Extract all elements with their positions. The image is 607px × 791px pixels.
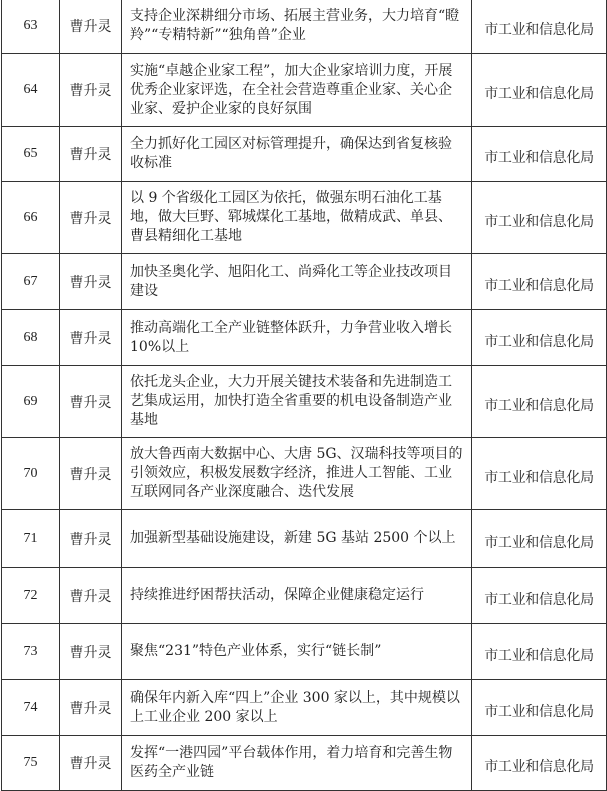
table-row [2, 310, 607, 366]
department-text: 市工业和信息化局 [484, 150, 594, 166]
table-row [2, 366, 607, 438]
table-row [2, 680, 607, 736]
row-number: 66 [2, 182, 60, 254]
responsible-person: 曹升灵 [60, 310, 122, 366]
task-text: 以 9 个省级化工园区为依托，做强东明石油化工基地，做大巨野、郓城煤化工基地，做精成武、单县、曹县精细化工基地 [130, 190, 452, 244]
department-text: 市工业和信息化局 [484, 213, 594, 230]
task-table [1, 0, 607, 791]
table-row [2, 127, 607, 182]
responsible-department [472, 680, 607, 736]
row-number: 68 [2, 310, 60, 366]
department-text: 市工业和信息化局 [484, 703, 594, 720]
row-number: 72 [2, 568, 60, 624]
row-number: 64 [2, 54, 60, 127]
department-text: 市工业和信息化局 [484, 21, 594, 38]
task-text: 加强新型基础设施建设，新建 5G 基站 2500 个以上 [130, 530, 456, 546]
responsible-department [472, 568, 607, 624]
responsible-person: 曹升灵 [60, 510, 122, 568]
row-number: 74 [2, 680, 60, 736]
table-row [2, 510, 607, 568]
row-number: 63 [2, 0, 60, 54]
task-text: 全力抓好化工园区对标管理提升，确保达到省复核验收标准 [130, 136, 452, 171]
responsible-department [472, 54, 607, 127]
responsible-department [472, 182, 607, 254]
department-text: 市工业和信息化局 [484, 759, 594, 775]
department-text: 市工业和信息化局 [484, 534, 594, 551]
responsible-department [472, 310, 607, 366]
responsible-department [472, 510, 607, 568]
responsible-department [472, 0, 607, 54]
responsible-person: 曹升灵 [60, 254, 122, 310]
department-text: 市工业和信息化局 [484, 333, 594, 350]
task-description [122, 624, 472, 680]
task-description [122, 510, 472, 568]
row-number: 73 [2, 624, 60, 680]
table-row [2, 254, 607, 310]
department-text: 市工业和信息化局 [484, 469, 594, 486]
responsible-person: 曹升灵 [60, 680, 122, 736]
responsible-person: 曹升灵 [60, 366, 122, 438]
responsible-person: 曹升灵 [60, 438, 122, 510]
task-description [122, 680, 472, 736]
row-number: 69 [2, 366, 60, 438]
task-description [122, 54, 472, 127]
responsible-department [472, 736, 607, 791]
task-text: 加快圣奥化学、旭阳化工、尚舜化工等企业技改项目建设 [130, 263, 452, 299]
task-description [122, 0, 472, 54]
responsible-person: 曹升灵 [60, 0, 122, 54]
task-description [122, 568, 472, 624]
table-row [2, 0, 607, 54]
responsible-person: 曹升灵 [60, 127, 122, 182]
department-text: 市工业和信息化局 [484, 397, 594, 414]
task-text: 确保年内新入库“四上”企业 300 家以上，其中规模以上工业企业 200 家以上 [130, 689, 460, 725]
table-row [2, 182, 607, 254]
responsible-department [472, 438, 607, 510]
task-description [122, 182, 472, 254]
department-text: 市工业和信息化局 [484, 591, 594, 608]
responsible-person: 曹升灵 [60, 568, 122, 624]
table-row [2, 568, 607, 624]
row-number: 75 [2, 736, 60, 791]
responsible-department [472, 254, 607, 310]
row-number: 65 [2, 127, 60, 182]
task-text: 支持企业深耕细分市场、拓展主营业务，大力培育“瞪羚”“专精特新”“独角兽”企业 [130, 7, 460, 43]
responsible-person: 曹升灵 [60, 736, 122, 791]
task-text: 实施“卓越企业家工程”，加大企业家培训力度，开展优秀企业家评选，在全社会营造尊重企业家、关心企业家、爱护企业家的良好氛围 [130, 62, 453, 117]
responsible-department [472, 127, 607, 182]
task-text: 发挥“一港四园”平台载体作用，着力培育和完善生物医药全产业链 [130, 745, 453, 780]
task-text: 依托龙头企业，大力开展关键技术装备和先进制造工艺集成运用，加快打造全省重要的机电设备制造产业基地 [130, 374, 452, 428]
responsible-department [472, 366, 607, 438]
department-text: 市工业和信息化局 [484, 647, 594, 664]
task-description [122, 736, 472, 791]
row-number: 71 [2, 510, 60, 568]
responsible-department [472, 624, 607, 680]
department-text: 市工业和信息化局 [484, 277, 594, 294]
task-description [122, 310, 472, 366]
task-text: 持续推进纾困帮扶活动，保障企业健康稳定运行 [130, 587, 424, 603]
task-text: 聚焦“231”特色产业体系，实行“链长制” [130, 643, 382, 659]
table-row [2, 438, 607, 510]
row-number: 70 [2, 438, 60, 510]
task-text: 推动高端化工全产业链整体跃升，力争营业收入增长 10%以上 [130, 319, 452, 355]
table-row [2, 54, 607, 127]
responsible-person: 曹升灵 [60, 182, 122, 254]
table-row [2, 624, 607, 680]
responsible-person: 曹升灵 [60, 54, 122, 127]
row-number: 67 [2, 254, 60, 310]
task-description [122, 254, 472, 310]
responsible-person: 曹升灵 [60, 624, 122, 680]
department-text: 市工业和信息化局 [484, 86, 594, 102]
task-text: 放大鲁西南大数据中心、大唐 5G、汉瑞科技等项目的引领效应，积极发展数字经济，推进人工智能、工业互联网同各产业深度融合、迭代发展 [130, 446, 463, 500]
task-description [122, 127, 472, 182]
table-row [2, 736, 607, 791]
task-description [122, 438, 472, 510]
task-description [122, 366, 472, 438]
